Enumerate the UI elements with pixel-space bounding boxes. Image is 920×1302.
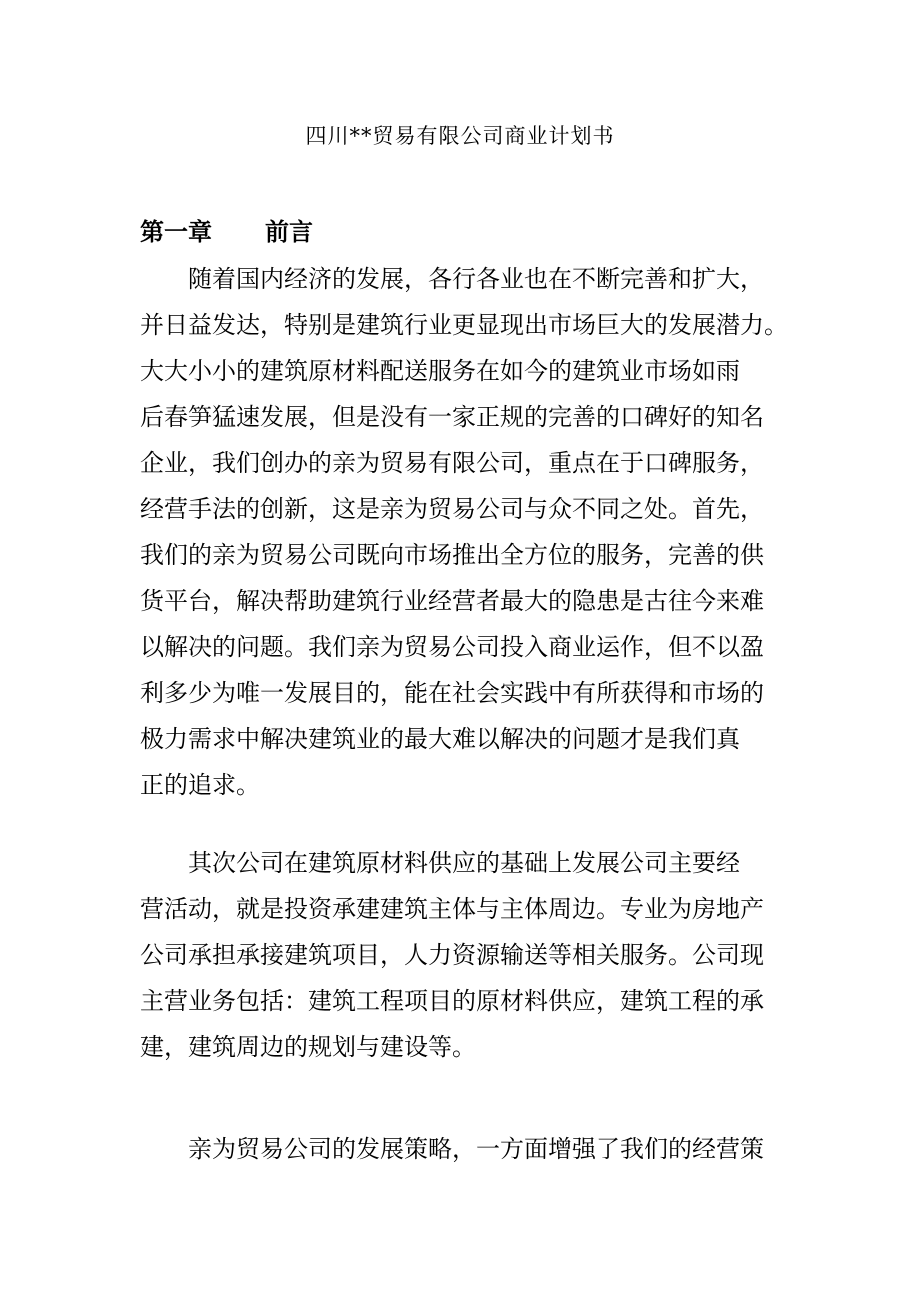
chapter-name: 前言	[265, 218, 313, 246]
text-line: 其次公司在建筑原材料供应的基础上发展公司主要经	[188, 849, 740, 877]
text-line: 营活动，就是投资承建建筑主体与主体周边。专业为房地产	[140, 895, 764, 923]
text-line: 公司承担承接建筑项目，人力资源输送等相关服务。公司现	[140, 941, 764, 969]
text-line: 极力需求中解决建筑业的最大难以解决的问题才是我们真	[140, 725, 740, 753]
chapter-heading	[140, 214, 313, 250]
text-line: 货平台，解决帮助建筑行业经营者最大的隐患是古往今来难	[140, 587, 764, 615]
text-line: 企业，我们创办的亲为贸易有限公司，重点在于口碑服务，	[140, 449, 764, 477]
text-line: 经营手法的创新，这是亲为贸易公司与众不同之处。首先，	[140, 495, 764, 523]
text-line: 以解决的问题。我们亲为贸易公司投入商业运作，但不以盈	[140, 633, 764, 661]
text-line: 建，建筑周边的规划与建设等。	[140, 1033, 476, 1061]
paragraph-3	[140, 1126, 790, 1172]
chapter-number: 第一章	[140, 218, 212, 246]
text-line: 并日益发达，特别是建筑行业更显现出市场巨大的发展潜力。	[140, 311, 788, 339]
text-line: 主营业务包括：建筑工程项目的原材料供应，建筑工程的承	[140, 987, 764, 1015]
text-line: 亲为贸易公司的发展策略，一方面增强了我们的经营策	[188, 1135, 764, 1163]
text-line: 利多少为唯一发展目的，能在社会实践中有所获得和市场的	[140, 679, 764, 707]
text-line: 我们的亲为贸易公司既向市场推出全方位的服务，完善的供	[140, 541, 764, 569]
text-line: 正的追求。	[140, 771, 260, 799]
document-title: 四川**贸易有限公司商业计划书	[305, 124, 615, 148]
paragraph-1	[140, 256, 790, 808]
text-line: 后春笋猛速发展，但是没有一家正规的完善的口碑好的知名	[140, 403, 764, 431]
paragraph-2	[140, 840, 790, 1070]
text-line: 大大小小的建筑原材料配送服务在如今的建筑业市场如雨	[140, 357, 740, 385]
text-line: 随着国内经济的发展，各行各业也在不断完善和扩大，	[188, 265, 764, 293]
